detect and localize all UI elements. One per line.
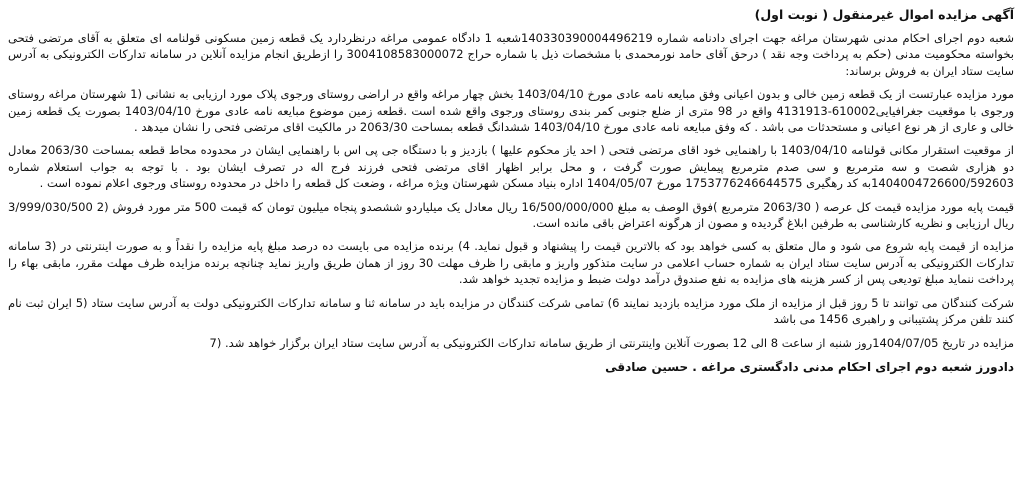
visit-registration-paragraph: شرکت کنندگان می توانند تا 5 روز قبل از مزایده از ملک مورد مزایده بازدید نمایند 6) تمامی شرکت کنندگان در مزایده باید در سامانه ثنا و سامانه تدارکات الکترونیکی دولت به آدرس سایت ستاد (5 ایران ثبت نام کنند تلفن مرکز پشتیبانی و راهبری 1456 می باشد: [8, 295, 1014, 327]
base-price-paragraph: قیمت پایه مورد مزایده قیمت کل عرصه ( 2063/30 مترمربع )فوق الوصف به مبلغ 16/500/000/000 ریال معادل یک میلیاردو ششصدو پنجاه میلیون تومان که قیمت 500 متر مورد فروش (2 3/999/030/500 ریال ارزیابی و نظریه کارشناسی به طرفین ابلاغ گردیده و مصون از هرگونه اعتراض باقی مانده است.: [8, 199, 1014, 231]
auction-date-paragraph: مزایده در تاریخ 1404/07/05روز شنبه از ساعت 8 الی 12 بصورت آنلاین واینترنتی از طریق سامانه تدارکات الکترونیکی به آدرس سایت ستاد ایران برگزار خواهد شد. (7: [209, 335, 1014, 350]
intro-paragraph: شعبه دوم اجرای احکام مدنی شهرستان مراغه جهت اجرای دادنامه شماره 140330390004496219شعبه 1 دادگاه عمومی مراغه درنظردارد یک قطعه زمین مسکونی قولنامه ای متعلق به آقای مرتضی فتحی بخواسته محکومیت مدنی (حکم به پرداخت وجه نقد ) درحق آقای حامد نورمحمدی با مشخصات ذیل با شماره حراج 3004108583000072 را ازطریق انجام مزایده آنلاین در سامانه تدارکات الکترونیکی به آدرس سایت ستاد ایران به فروش برساند:: [8, 31, 1014, 78]
signature-line: دادورز شعبه دوم اجرای احکام مدنی دادگستری مراغه . حسین صادقی: [605, 359, 1014, 374]
payment-terms-paragraph: مزایده از قیمت پایه شروع می شود و مال متعلق به کسی خواهد بود که بالاترین قیمت را پیشنهاد و قبول نماید. 4) برنده مزایده می بایست ده درصد مبلغ پایه مزایده را نقداً و به صورت اینترنتی در (3 سامانه تدارکات الکترونیکی به آدرس سایت ستاد ایران به شماره حساب اعلامی در سایت متذکور واریز و مابقی را ظرف مهلت 30 روز از همان طریق واریز نماید چنانچه برنده مزایده ظرف مهلت مقرر، مابقی بهاء را پرداخت ننماید مبلغ تودیعی پس از کسر هزینه های مزایده به نفع صندوق درآمد دولت ضبط و مزایده تجدید خواهد شد.: [8, 239, 1015, 287]
notice-title: آگهی مزایده اموال غیرمنقول ( نوبت اول): [754, 7, 1014, 22]
location-survey-paragraph: از موقعیت استقرار مکانی قولنامه 1403/04/10 با راهنمایی خود اقای مرتضی فتحی ( احد یاز محکوم علیها ) بازدیز و با دستگاه جی پی اس با راهنمایی ایشان در محدوده محاط قطعه بمساحت 2063/30 معادل دو هزاری شصت و سه مترمربع و سی صدم مترمربع پیمایش صورت گرفت ، و محل برابر اظهار اقای مرتضی فتحی فرزند فرج اله در تصرف ایشان بود . با توجه به جواب استعلام شماره 1404004726600/592603به کد رهگیری 1753776246644575 مورخ 1404/05/07 اداره بنیاد مسکن شهرستان ویژه مراغه ، وضعت کل قطعه را داخل در محدوده روستای ورجوی اعلام نموده است .: [8, 143, 1014, 191]
property-description-paragraph: مورد مزایده عبارتست از یک قطعه زمین خالی و بدون اعیانی وفق مبایعه نامه عادی مورخ 1403/04/10 بخش چهار مراغه واقع در اراضی روستای ورجوی پلاک مورد ارزیابی به نشانی (1 شهرستان مراغه روستای ورجوی با موقعیت جغرافیایی610002-4131913 واقع در 98 متری از ضلع جنوبی کمر بندی روستای ورجوی واقع شده است .قطعه زمین موضوع مبایعه نامه عادی مورخ 1403/04/10 بصورت یک قطعه زمین خالی و عاری از هر نوع اعیانی و مستحدثات می باشد . که وفق مبایعه نامه عادی مورخ 1403/04/10 ششدانگ قطعه بمساحت 2063/30 در مالکیت اقای مرتضی فتحی را نشان میدهد .: [8, 87, 1014, 135]
